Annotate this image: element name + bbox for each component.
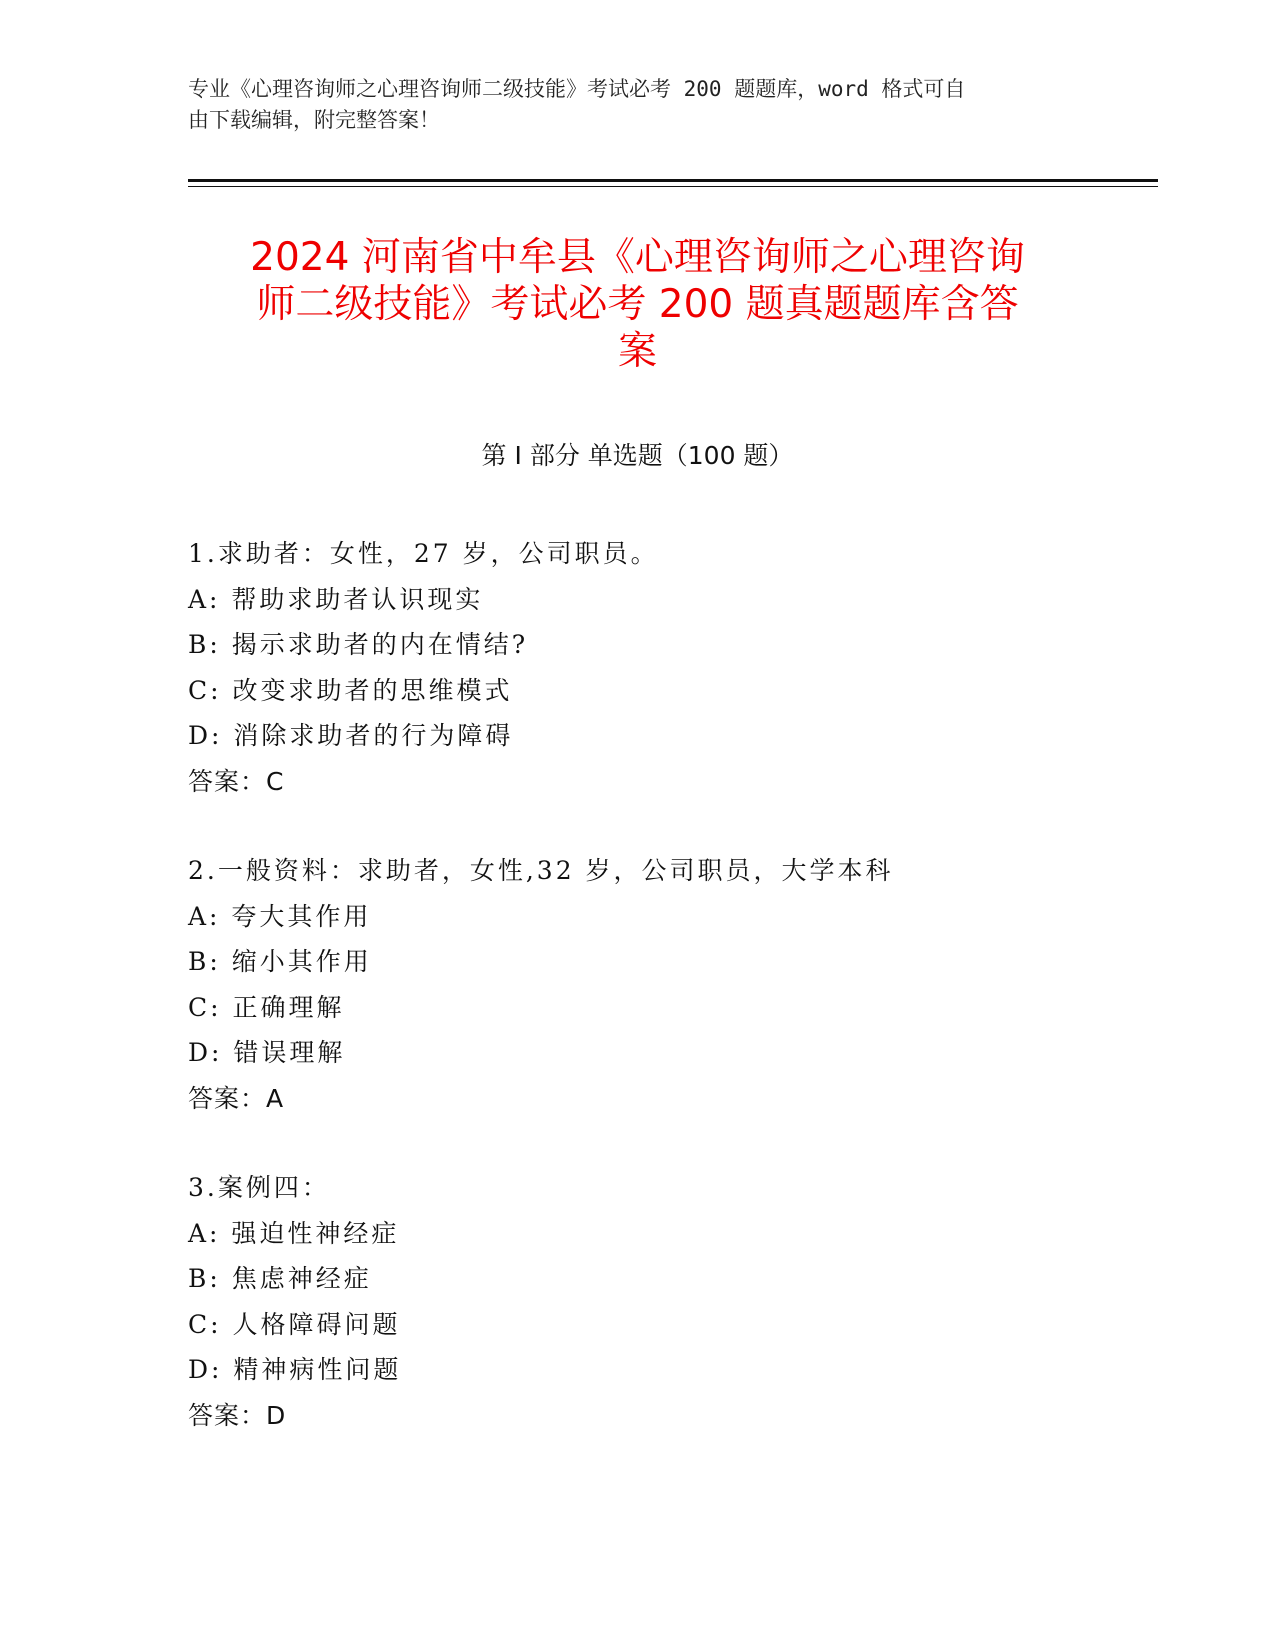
question-list xyxy=(188,531,1138,1482)
option-d: D: 消除求助者的行为障碍 xyxy=(188,721,514,750)
question-stem: 1.求助者：女性，27 岁，公司职员。 xyxy=(188,539,659,568)
document-title xyxy=(170,234,1105,375)
section-title: 第 I 部分 单选题（100 题） xyxy=(481,441,794,470)
option-c: C: 正确理解 xyxy=(188,992,345,1022)
header-note-line-1: 专业《心理咨询师之心理咨询师二级技能》考试必考 200 题题库，word 格式可自 xyxy=(188,77,966,101)
header-divider-thick xyxy=(188,179,1158,182)
option-b: B: 揭示求助者的内在情结? xyxy=(188,630,529,659)
option-c: C: 改变求助者的思维模式 xyxy=(188,675,513,705)
document-title-line-2: 师二级技能》考试必考 200 题真题题库含答 xyxy=(256,282,1019,327)
answer-line: 答案：D xyxy=(188,1400,287,1430)
question-2 xyxy=(188,848,1138,1121)
answer-line: 答案：A xyxy=(188,1083,285,1113)
option-d: D: 精神病性问题 xyxy=(188,1355,402,1384)
option-d: D: 错误理解 xyxy=(188,1038,346,1067)
question-stem: 3.案例四： xyxy=(188,1173,330,1202)
header-note xyxy=(188,74,1088,136)
option-a: A: 帮助求助者认识现实 xyxy=(188,584,484,614)
question-stem: 2.一般资料：求助者，女性,32 岁，公司职员，大学本科 xyxy=(188,856,894,885)
question-1 xyxy=(188,531,1138,804)
header-divider-thin xyxy=(188,186,1158,187)
option-c: C: 人格障碍问题 xyxy=(188,1309,401,1339)
answer-line: 答案：C xyxy=(188,766,285,796)
header-note-line-2: 由下载编辑，附完整答案！ xyxy=(188,108,440,132)
option-a: A: 夸大其作用 xyxy=(188,901,372,931)
document-title-line-1: 2024 河南省中牟县《心理咨询师之心理咨询 xyxy=(250,235,1025,280)
document-title-line-3: 案 xyxy=(617,329,657,374)
option-a: A: 强迫性神经症 xyxy=(188,1218,400,1248)
question-3 xyxy=(188,1165,1138,1438)
option-b: B: 缩小其作用 xyxy=(188,947,372,976)
option-b: B: 焦虑神经症 xyxy=(188,1264,372,1293)
